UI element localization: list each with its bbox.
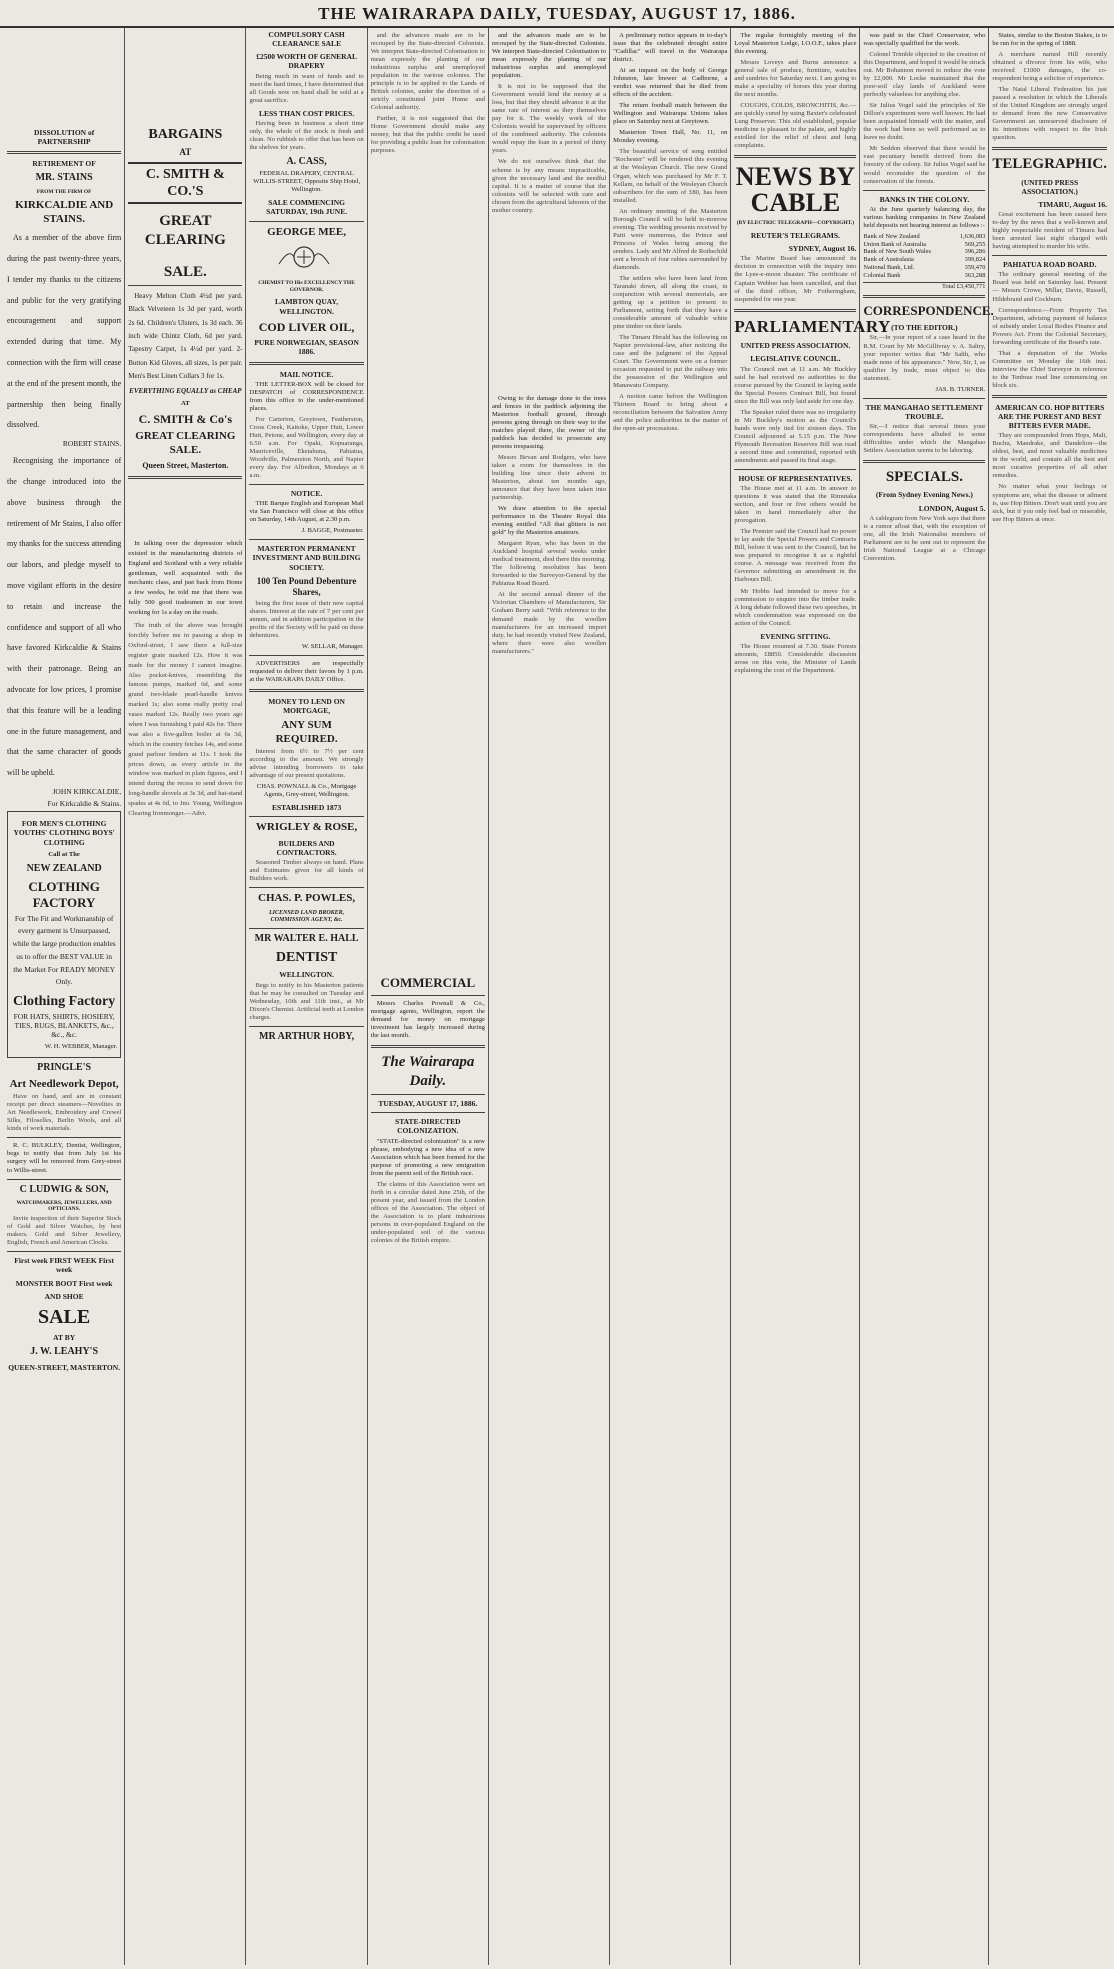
and-shoe: AND SHOE (44, 1291, 84, 1301)
news-by-cable-heading: NEWS BY CABLE (735, 162, 855, 218)
depression-letter-2: The truth of the above was brought forcibly before me in passing a shop in Oxford-street, I saw there a full-size register grate marked 12s. How it was made for the money I cannot imagine. Also pocket-knives, resembling the famous pumps, marked 6d, and some grand two-blade pearl-handle knives marked 1s; also some really pretty coal vases marked 12s. Really two years ago when I was furnishing I paid 42s for. There was also a five-gallon boiler at 6s 3d, which in the country fetches 14s, and some grand parlour fenders at 11s. I took the prices down, as every article in the window was marked in plain figures, and I intend during the recess to send down for long-handle shovels at 3s 3d, and hat-stand spades at 4s 6d, to Jno. Young, Wellington Clearing Ironmonger.—Advt. (128, 622, 243, 817)
timaru-text: Great excitement has been caused here to-day by the news that a well-known and highly respectable resident of Timaru had been arrested last night charged with having attempted to murder his wife. (992, 211, 1108, 251)
land-broker: LICENSED LAND BROKER, COMMISSION AGENT, &c. (268, 909, 345, 923)
divider (249, 928, 363, 929)
bank-name: Bank of New Zealand (863, 232, 920, 240)
bank-amount: 569,255 (964, 240, 986, 248)
leahy-address: QUEEN-STREET, MASTERTON. (8, 1362, 120, 1372)
divider (992, 147, 1107, 150)
pahiatua-text: The ordinary general meeting of the Board was held on Saturday last. Present — Messrs Crowe, Millar, Davie, Russell, Hildebrand and Cockburn. (992, 271, 1108, 303)
queen-street: Queen Street, Masterton. (142, 461, 229, 471)
kirkcaldie-signature: JOHN KIRKCALDIE, (52, 786, 122, 796)
kirkcaldie-signature-b: For Kirkcaldie & Stains. (47, 799, 122, 809)
hall-text: Begs to notify to his Masterton patients that he may be consulted on Tuesday and Wednesday, 10th and 11th inst., at Mr Dixon's Chemist. Artificial teeth at London charges. (249, 981, 364, 1021)
at-label-2: AT (181, 399, 190, 407)
depression-letter: In talking over the depression which existed in the manufacturing districts of England and Scotland with a very reliable gentleman, well acquainted with the mechanic class, and just back from Home a few weeks, he told me that there was fully 500 good tradesmen in our town working for 1s a day on the roads. (128, 539, 243, 617)
column-6 (610, 28, 731, 1965)
clothing-factory-ad (7, 811, 121, 1057)
george-mee-heading: GEORGE MEE, (267, 225, 346, 238)
bank-amount: 396,286 (964, 248, 986, 256)
retirement-heading: RETIREMENT OF (32, 159, 96, 169)
upa-label-2: (UNITED PRESS ASSOCIATION.) (1021, 177, 1079, 196)
column-5 (489, 28, 610, 1965)
divider (249, 689, 363, 692)
kirkcaldie-text: Recognising the importance of the change introduced into the above business through the retirement of Mr Stains, I also offer my thanks for the success attending our labors, and pledge myself to move vigilant efforts in the desire to retain and increase the confidence and support of all who have favored Kirkcaldie & Stains with their patronage. Being an advocate for low prices, I promise that this feature will be a leading one in the future management, and that the same character of goods will be upheld. (7, 456, 122, 778)
evening-text: The House resumed at 7.30. State Forests amounts, £8850. Considerable discussion arose on this vote, the Minister of Lands explaining the cost of the Department. (734, 642, 857, 674)
dentist-heading: DENTIST (275, 950, 338, 966)
divider (992, 255, 1107, 256)
sellar-signature: W. SELLAR, Manager. (301, 642, 364, 650)
table-row (863, 233, 985, 241)
timaru-date: TIMARU, August 16. (1038, 199, 1108, 209)
commercial-text: Messrs Charles Pownall & Co., mortgage agents, Wellington, report the demand for money on mortgage investment has largely increased during the last month. (370, 1000, 485, 1040)
divider (371, 995, 485, 996)
less-than-cost: LESS THAN COST PRICES. (258, 108, 355, 118)
sale-heading: SALE (37, 1305, 91, 1328)
divider (863, 295, 985, 298)
cod-liver-oil: COD LIVER OIL, (258, 319, 355, 334)
sydney-date: SYDNEY, August 16. (788, 244, 857, 254)
col6-text-1: A preliminary notice appears in to-day's issue that the celebrated drought entire "Cadillac" will travel in the Wairarapa district. (613, 32, 728, 64)
upa-label: UNITED PRESS ASSOCIATION. (740, 341, 851, 351)
any-sum: ANY SUM REQUIRED. (275, 719, 338, 745)
monster-boot: MONSTER BOOT First week (15, 1278, 113, 1288)
bank-name: Union Bank of Australia (863, 240, 927, 248)
hop-bitters-heading: AMERICAN CO. HOP BITTERS ARE THE PUREST AND BEST BITTERS EVER MADE. (995, 402, 1105, 431)
telegraph-label: (BY ELECTRIC TELEGRAPH—COPYRIGHT.) (736, 220, 855, 227)
divider (249, 1026, 363, 1027)
divider (249, 362, 363, 365)
house-heading: HOUSE OF REPRESENTATIVES. (738, 474, 853, 483)
notice-text: THE Barque English and European Mail via San Francisco will close at this office on Saturday, 14th August, at 2.30 p.m. (249, 500, 364, 524)
for-clothing: FOR MEN'S CLOTHING YOUTHS' CLOTHING BOYS' CLOTHING (13, 819, 115, 847)
to-editor: (TO THE EDITOR.) (891, 323, 958, 333)
hoby-heading: MR ARTHUR HOBY, (259, 1030, 355, 1042)
established: ESTABLISHED 1873 (271, 803, 342, 813)
pahiatua-text-2: Correspondence.—From Property Tax Department, advising payment of balance of subsidy under Local Bodies Finance and Powers Act. From the Colonial Secretary, forwarding certificate of the Board's rate. (992, 306, 1108, 346)
divider (863, 398, 985, 399)
hop-bitters-text: They are compounded from Hops, Malt, Buchu, Mandrake, and Dandelion—the oldest, best, and most valuable medicines in the world, and contain all the best and most curative properties of all other remedies. (992, 432, 1108, 480)
col5-text-2: Owing to the damage done to the trees and fences in the paddock adjoining the Masterton football ground, through persons going through on their way to the matches played there, the owner of the paddock has decided to prosecute any persons trespassing. (491, 394, 607, 450)
divider (128, 476, 242, 479)
first-week: First week FIRST WEEK First week (14, 1256, 114, 1275)
at-label: AT (179, 147, 192, 158)
house-text: The House met at 11 a.m. In answer to questions it was stated that the Rimutaka section, and four or five others would be taken in hand immediately after the prorogation. (734, 485, 857, 525)
royal-arms-icon (249, 244, 359, 270)
divider (249, 816, 363, 817)
divider (249, 887, 363, 888)
col5-text-3: We draw attention to the special performance in the Theatre Royal this evening entitled "All that glitters is not gold" by the Masterton amateurs. (491, 505, 607, 537)
council-heading: LEGISLATIVE COUNCIL. (750, 354, 841, 364)
divider (371, 1112, 485, 1113)
col9-text-1: States, similar to the Boston Stakes, is to be run for in the spring of 1888. (992, 32, 1108, 48)
wrigley-text: Seasoned Timber always on hand. Plans and Estimates given for all kinds of Builders work. (249, 859, 364, 883)
house-text-2: The Premier said the Council had no power to lay aside the Special Powers and Contracts Bill, before it was sent to the Council, but he was prepared to recognise it as a rightful course. A message was received from the Governor submitting an amendment in the Harbours Bill. (734, 528, 857, 584)
builders-heading: BUILDERS AND CONTRACTORS. (276, 838, 337, 857)
cable-text: The Marine Board has announced its decision in connection with the inquiry into the Lyee-e-moon disaster. The certificate of Captain Webber has been cancelled, and that of the third officer, Mr Fotheringham, suspended for one year. (734, 255, 857, 303)
bank-amount: 1,636,083 (959, 232, 986, 240)
column-4 (368, 28, 489, 1965)
new-zealand-label: NEW ZEALAND (26, 862, 102, 874)
dissolution-heading: DISSOLUTION of PARTNERSHIP (34, 128, 95, 147)
specials-heading: SPECIALS. (885, 469, 963, 486)
stains-signature: ROBERT STAINS. (62, 439, 122, 449)
divider (249, 221, 363, 222)
banks-intro: At the June quarterly balancing day, the various banking companies in New Zealand held deposits not bearing interest as follows :- (863, 205, 986, 229)
bank-name: Bank of Australasia (863, 256, 914, 264)
col8-filler-2: Sir Julius Vogel said the principles of Sir Dillon's experiment were well known. He had been acquainted himself with the matter, and the work had been so well performed as to leave no doubt. (863, 102, 986, 142)
pahiatua-heading: PAHIATUA ROAD BOARD. (1003, 260, 1097, 270)
factory-manager: W. H. WEBBER, Manager. (44, 1042, 118, 1050)
banks-total: Total £3,450,771 (863, 282, 985, 291)
column-9 (989, 28, 1110, 1965)
table-row (863, 264, 985, 272)
council-text: The Council met at 11 a.m. Mr Buckley said he had received no authorities to the course pursued by the Council in laying aside the Special Powers Contract Bill, but found since the Bill was only laid aside for one day. (734, 365, 857, 405)
divider (249, 484, 363, 485)
telegraphic-heading: TELEGRAPHIC. (992, 156, 1108, 173)
bank-name: National Bank, Ltd. (863, 264, 915, 272)
mail-notice-text: THE LETTER-BOX will be closed for DESPATCH of CORRESPONDENCE from this office to the under-mentioned places. (249, 380, 364, 412)
sale-items: Heavy Melton Cloth 4½d per yard. Black Velveteen 1s 3d per yard, worth 2s 6d. Children's Ulsters, 1s 3d each. 36 inch wide Chintz Cloth, 6d per yard. Tapestry Carpet, 1s 4½d per yard. 2-Button Kid Gloves, all sizes, 1s per pair. Men's Best Linen Collars 3 for 1s. (128, 292, 243, 380)
col6-filler-1: The beautiful service of song entitled "Rochester" will be rendered this evening at the Wesleyan Church. The new Grand Organ, which was purchased by Mr F. T. Kellam, on behalf of the Wesleyan Church subscribers for the sum of £80, has been installed. (613, 148, 728, 204)
correspondence-heading: CORRESPONDENCE. (863, 303, 994, 319)
col6-filler-5: A motion came before the Wellington Thirteen Board to bring about a reconciliation between the Salvation Army and the police authorities in the matter of the open-air processions. (613, 393, 728, 433)
banks-table (863, 233, 985, 291)
column-1 (4, 28, 125, 1965)
clothing-factory-heading-2: Clothing Factory (12, 994, 116, 1010)
mail-notice-heading: MAIL NOTICE. (279, 369, 334, 379)
ludwig-text: Invite inspection of their Superior Stock of Gold and Silver Watches, by best makers. Gold and Silver Jewellery, English, French and American Clocks. (7, 1215, 122, 1247)
table-row (863, 248, 985, 256)
divider (992, 395, 1107, 398)
column-8 (860, 28, 994, 1965)
bank-name: Bank of New South Wales (863, 248, 931, 256)
col5-text-1: and the advances made are to be recouped by the State-directed Colonists. We interpret State-directed Colonisation to mean expressly the planting of our industrious surplus and unemployed population. (491, 32, 607, 80)
banks-heading: BANKS IN THE COLONY. (879, 194, 970, 204)
money-text: Interest from 6½ to 7½ per cent according to the amount. We strongly advise intending borrowers to take advantage of our present quotations. (249, 748, 364, 780)
stains-text: As a member of the above firm during the past twenty-three years, I tender my thanks to the citizens and public for the very gratifying encouragement and support extended during that time. My connection with the firm will cease at the end of the present month, the partnership then being finally dissolved. (7, 233, 122, 430)
wairarapa-daily-flag: The Wairarapa Daily. (381, 1054, 475, 1089)
from-sydney: (From Sydney Evening News.) (875, 490, 973, 500)
worth-heading: £2500 WORTH OF GENERAL DRAPERY (256, 52, 357, 71)
col5-filler-2: We do not ourselves think that the scheme is by any means impracticable, given the necessary land and the needful capital. It is a matter of course that the colonists will be selected with care and chosen from the agricultural laborers of the mother country. (491, 158, 607, 214)
shares-text: being the first issue of their new capital shares. Interest at the rate of 7 per cent per annum, and in addition participation in the profits of the Society will be paid on these debentures. (249, 599, 364, 639)
divider (7, 1137, 121, 1138)
great-clearing-heading-2: GREAT CLEARING SALE. (135, 430, 236, 456)
state-directed-heading: STATE-DIRECTED COLONIZATION. (395, 1117, 461, 1136)
divider (371, 1045, 485, 1048)
mangahao-text: Sir,—I notice that several times your correspondents have alluded to some difficulties under which the Mangahao Settlers Association seems to be laboring. (863, 422, 986, 455)
col5-filler-4: Margaret Ryan, who has been in the Auckland hospital several weeks under medical treatment, died there this morning. The following resolution has been forwarded to the Surveyor-General by the Pahiatua Road Board. (491, 540, 607, 588)
col5-filler-1: It is not to be supposed that the Government would lend the money at a loss, but that they should advance it at the same rate of interest as they themselves pay for it. The weekly work of the Colonists would be supervised by officers of the combined authority. The colonists would repay the loan in a period of thirty years. (491, 83, 607, 155)
money-to-lend: MONEY TO LEND ON MORTGAGE, (268, 696, 345, 716)
factory-fit-text: For The Fit and Workmanship of every garment is Unsurpassed, while the large production enables us to offer the BEST VALUE in the Market For READY MONEY Only. (12, 913, 116, 987)
column-3 (246, 28, 367, 1965)
bargains-heading: BARGAINS (148, 127, 223, 142)
col8-filler-1: Colonel Trimble objected to the creation of this Department, and hoped it would be struck out. Mr Bohannon moved to reduce the vote by £2,000. Mr Locke maintained that the poor-soil clay lands of Auckland were perfectly valueless for anything else. (863, 51, 986, 99)
col6-text-3: The return football match between the Wellington and Wairarapa Unions takes place on Saturday next at Greytown. (613, 102, 728, 126)
factory-items: FOR HATS, SHIRTS, HOSIERY, TIES, RUGS, BLANKETS, &c., &c., &c. (13, 1012, 115, 1040)
depot-heading: Art Needlework Depot, (9, 1077, 119, 1090)
call-at: Call at The (48, 850, 80, 858)
col9-filler-1: A merchant named Hill recently obtained a divorce from his wife, who received £1000 damages, the co-respondent being a solicitor of experience. (992, 51, 1108, 83)
col7-filler-2: COUGHS, COLDS, BRONCHITIS, &c.—are quickly cured by using Baxter's celebrated Lung Preserver. This old established, popular medicine is pleasant to the palate, and highly extolled for the relief of chest and lung complaints. (734, 102, 857, 150)
col6-text-4: Masterton Town Hall, No. 11, on Monday evening. (613, 129, 728, 145)
at-by: AT BY (53, 1333, 76, 1343)
council-text-2: The Speaker ruled there was no irregularity in Mr Buckley's motion as the Council's hands were only tied for sixteen days. The Council adjourned at 5.15 p.m. The New Plymouth Recreation Reserves Bill was read a second time and committed, reported with amendments and passed its final stage. (734, 408, 857, 464)
notice-heading: NOTICE. (290, 489, 323, 499)
pahiatua-text-3: That a deputation of the Works Committee on Monday the 16th inst. interview the Chief Surveyor in reference to the Tenbrae road line commencing on block six. (992, 349, 1108, 389)
col5-filler-5: At the second annual dinner of the Victorian Chambers of Manufacturers, Sir Graham Berry said: "With reference to the demand made by the woollen manufacturers for an increased import duty, he had recently visited New Zealand, where there were also woollen manufacturers." (491, 591, 607, 655)
mail-notice-body: For Carterton, Greytown, Featherston, Cross Creek, Kaitoke, Upper Hutt, Lower Hutt, Petone, and Wellington, every day at 6.50 a.m. For Opaki, Kopuaranga, Mauriceville, Eketahuna, Pahiatua, Woodville, Palmerston North, and Napier every day. For Alfredton, Mondays at 6 a.m. (249, 415, 364, 480)
col8-text-1: was paid to the Chief Conservator, who was specially qualified for the work. (863, 32, 986, 48)
pownall-address: CHAS. POWNALL & Co., Mortgage Agents, Grey-street, Wellington. (256, 783, 357, 799)
commercial-heading: COMMERCIAL (380, 975, 476, 991)
divider (7, 1251, 121, 1252)
ludwig-sub: WATCHMAKERS, JEWELLERS, AND OPTICIANS. (16, 1199, 112, 1213)
col6-filler-4: The Timaru Herald has the following on Napier provisional-law, after noticing the case and the judgment of the Appeal Court. The Government were on a former occasion requested to put the railway into the possession of the Wellington and Manawatu Company. (613, 334, 728, 390)
col7-text-1: The regular fortnightly meeting of the Loyal Masterton Lodge, I.O.O.F., takes place this evening. (734, 32, 857, 56)
col7-filler-1: Messrs Loveys and Burns announce a general sale of produce, furniture, watches and sundries for Saturday next. I am going to make a speciality of horses this year during the next months. (734, 59, 857, 99)
ludwig-heading: C LUDWIG & SON, (19, 1183, 109, 1195)
col6-filler-3: The settlers who have been land from Taranaki down, all along the coast, in conjunction with several memorials, are getting up a petition to present to Parliament, setting forth that they have a considerable amount of valuable white pine timber on their lands. (613, 274, 728, 331)
pure-norwegian: PURE NORWEGIAN, SEASON 1886. (254, 338, 359, 357)
everything-cheap: EVERYTHING EQUALLY as CHEAP (129, 387, 242, 396)
debenture-shares: 100 Ten Pound Debenture Shares, (256, 575, 357, 597)
divider (863, 460, 985, 463)
hop-bitters-text-2: No matter what your feelings or symptoms are, what the disease or ailment is, use Hop Bitters. Don't wait until you are sick, but if you only feel bad or miserable, use Hop Bitters at once. (992, 483, 1108, 523)
table-row (863, 256, 985, 264)
name-heading: MR. STAINS (35, 172, 93, 184)
bank-amount: 359,470 (964, 264, 986, 272)
from-firm-label: FROM THE FIRM OF (36, 188, 92, 195)
commencing: SALE COMMENCING SATURDAY, 19th JUNE. (266, 198, 348, 217)
divider (128, 285, 242, 286)
powles-heading: CHAS. P. POWLES, (258, 892, 356, 905)
evening-sitting: EVENING SITTING. (760, 631, 831, 641)
table-row (863, 272, 985, 280)
hall-heading: MR WALTER E. HALL (254, 933, 359, 945)
cass-text: Being much in want of funds and to meet the hard times, I have determined that all Goods now on hand shall be sold at a great sacrifice. (249, 72, 364, 104)
bank-name: Colonial Bank (863, 271, 901, 279)
col9-filler-2: The Natal Liberal Federation his just passed a resolution in which the Liberals of the United Kingdom are strongly urged to demand from the new Conservative Government an unreserved disclosure of its intentions with respect to the Irish question. (992, 86, 1108, 142)
london-date: LONDON, August 5. (918, 503, 986, 513)
divider (734, 469, 856, 470)
state-directed-text: "STATE-directed colonization" is a new phrase, embodying a new idea of a new Association which has been formed for the purpose of promoting a new emigration from the parent soil of the British race. (370, 1137, 485, 1177)
firm-heading: KIRKCALDIE AND STAINS. (15, 199, 114, 225)
divider (249, 655, 363, 656)
smith-heading: C. SMITH & CO.'S (128, 162, 242, 204)
correspondence-text: Sir,—In your report of a case heard in the R.M. Court by Mr McGillivray v. A. Saltry, your reporter writes that "Mr Salth, who made none of his appearance." Now, Sir, I, as qualifier by trade, must object to this statement. (863, 334, 986, 382)
bank-amount: 399,824 (964, 256, 986, 264)
divider (7, 151, 121, 154)
col8-filler-3: Mr Seddon observed that there would be vast pecuniary benefit derived from the forestry of the colony. Sir Julius Vogel said he would reconsider the question of the conservation of the forests. (863, 145, 986, 185)
sale-heading: SALE. (163, 263, 207, 280)
col5-filler-3: Messrs Bevan and Rodgers, who have taken a room for themselves in the building line since their advent in Masterton, about ten months ago, announce that they have been taken into partnership. (491, 453, 607, 502)
table-row (863, 241, 985, 249)
leahy-heading: J. W. LEAHY'S (30, 1346, 99, 1358)
cass-sub: FEDERAL DRAPERY, CENTRAL WILLIS-STREET, Opposite Ship Hotel, Wellington. (253, 170, 361, 194)
col4-text-top-2: Further, it is not suggested that the Home Government should make any money, but that the public credit be used for providing a public loan for colonisation purposes. (370, 115, 485, 155)
lambton-quay: LAMBTON QUAY, WELLINGTON. (275, 297, 339, 316)
smith-heading-2: C. SMITH & Co's (138, 411, 233, 426)
cass-text-2: Having been in business a short time only, the whole of the stock is fresh and clean. No rubbish to offer that has been on the shelves for years. (249, 119, 364, 151)
divider (863, 190, 985, 191)
compulsory-heading: COMPULSORY CASH CLEARANCE SALE (268, 30, 345, 49)
bagge-signature: J. BAGGE, Postmaster. (301, 527, 364, 535)
cass-heading: A. CASS, (286, 155, 327, 167)
bank-amount: 363,288 (964, 271, 986, 279)
divider (7, 1179, 121, 1180)
divider (371, 1094, 485, 1095)
divider (734, 155, 856, 158)
great-clearing-heading: GREAT CLEARING (144, 213, 226, 248)
col4-text-top: and the advances made are to be recouped by the State-directed Colonists. We interpret State-directed Colonisation to mean expressly the planting of our industrious surplus and unemployed population in the various colonies. The principle is to be applied to the Lands of British colonies, under the direction of a strictly constituted joint Home and Colonial authority. (370, 32, 485, 112)
pringle-heading: PRINGLE'S (37, 1061, 92, 1073)
bulkley-text: R. C. BULKLEY, Dentist, Wellington, begs to notify that from July 1st his surgery will be removed from Grey-street to Willis-street. (7, 1142, 122, 1174)
parliamentary-heading: PARLIAMENTARY (734, 316, 891, 336)
advertisers-text: ADVERTISERS are respectfully requested to deliver their favors by 1 p.m. at the WAIRARAPA DAILY Office. (249, 659, 364, 683)
house-text-3: Mr Hobbs had intended to move for a commission to enquire into the timber trade. A long debate followed these two speeches, in which condemnation was expressed on the action of the Council. (734, 587, 857, 627)
columns (4, 28, 1110, 1965)
wellington-label: WELLINGTON. (279, 970, 334, 980)
wrigley-heading: WRIGLEY & ROSE, (255, 821, 358, 834)
divider (249, 539, 363, 540)
turner-signature: JAS. B. TURNER. (935, 385, 986, 393)
col6-filler-2: An ordinary meeting of the Masterton Borough Council will be held to-morrow evening. The wedding presents received by Patti were numerous, the Prince and Princess of Wales being among the senders. Lady and Mr Alfred de Rothschild sent a brooch of four rubies surrounded by diamonds. (613, 207, 728, 271)
masterton-permanent: MASTERTON PERMANENT INVESTMENT AND BUILDING SOCIETY. (252, 544, 361, 572)
reuters-label: REUTER'S TELEGRAMS. (750, 231, 840, 241)
chemist-line: CHEMIST TO His EXCELLENCY THE GOVERNOR. (258, 279, 355, 293)
specials-text: A cablegram from New York says that there is a rumor afloat that, with the exception of one, all the Irish Nationalist members of Parliament are to be sent out to represent the Irish National League at a Chicago Convention. (863, 514, 986, 562)
issue-date: TUESDAY, AUGUST 17, 1886. (378, 1099, 478, 1109)
masthead: THE WAIRARAPA DAILY, TUESDAY, AUGUST 17, 1886. (0, 4, 1114, 28)
divider (734, 309, 856, 312)
pringle-text: Have on hand, and are in constant receipt per direct steamers—Novelties in Art Needlework, Embroidery and Crewel Silks, Filoselles, Berlin Wools, and all kinds of work materials. (7, 1093, 122, 1133)
mangahao-heading: THE MANGAHAO SETTLEMENT TROUBLE. (865, 402, 984, 421)
state-directed-text-2: The claims of this Association were set forth in a circular dated June 25th, of the present year, and issued from the London offices of the Association. The object of the Association is to plant industrious persons in over-populated England on the under-populated soil of the various colonies of the British empire. (370, 1180, 485, 1244)
clothing-factory-heading: CLOTHING FACTORY (28, 878, 100, 910)
col6-text-2: At an inquest on the body of George Johnston, late brewer at Cadborne, a verdict was returned that he died from effects of the accident. (613, 67, 728, 99)
column-2 (125, 28, 246, 1965)
